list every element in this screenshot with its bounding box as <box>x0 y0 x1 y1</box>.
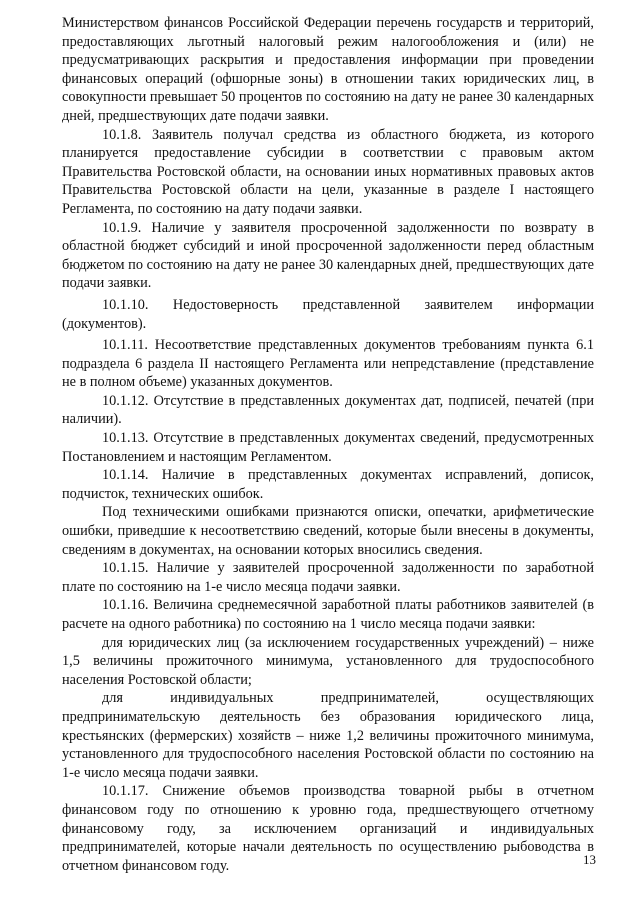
document-body <box>62 14 594 875</box>
paragraph-continuation: Министерством финансов Российской Федерации перечень государств и территорий, предоставляющих льготный налоговый режим налогообложения и (или) не предусматривающих раскрытия и предоставления информации при проведении финансовых операций (офшорные зоны) в отношении таких юридических лиц, в совокупности превышает 50 процентов по состоянию на дату не ранее 30 календарных дней, предшествующих дате подачи заявки. <box>62 15 594 124</box>
paragraph-technical-errors: Под техническими ошибками признаются описки, опечатки, арифметические ошибки, приведшие к несоответствию сведений, которые были внесены в документы, сведениям в документах, на основании которых вносились сведения. <box>62 504 594 558</box>
paragraph-10-1-17: 10.1.17. Снижение объемов производства товарной рыбы в отчетном финансовом году по отношению к уровню года, предшествующего отчетному финансовому году, за исключением организаций и индивидуальных предпринимателей, которые начали деятельность по осуществлению рыбоводства в отчетном финансовом году. <box>62 783 594 874</box>
paragraph-10-1-8: 10.1.8. Заявитель получал средства из областного бюджета, из которого планируется предоставление субсидии в соответствии с правовым актом Правительства Ростовской области, на основании иных нормативных правовых актов Правительства Ростовской области на цели, указанные в разделе I настоящего Регламента, по состоянию на дату подачи заявки. <box>62 126 594 217</box>
paragraph-10-1-15: 10.1.15. Наличие у заявителей просроченной задолженности по заработной плате по состоянию на 1-е число месяца подачи заявки. <box>62 560 594 595</box>
paragraph-10-1-9: 10.1.9. Наличие у заявителя просроченной задолженности по возврату в областной бюджет субсидий и иной просроченной задолженности перед областным бюджетом по состоянию на дату не ранее 30 календарных дней, предшествующих дате подачи заявки. <box>62 219 594 292</box>
paragraph-entrepreneurs: для индивидуальных предпринимателей, осуществляющих предпринимательскую деятельность без образования юридического лица, крестьянских (фермерских) хозяйств – ниже 1,2 величины прожиточного минимума, установленного для трудоспособного населения Ростовской области по состоянию на 1-е число месяца подачи заявки. <box>62 690 594 781</box>
paragraph-10-1-11: 10.1.11. Несоответствие представленных документов требованиям пункта 6.1 подраздела 6 раздела II настоящего Регламента или непредставление (представление не в полном объеме) указанных документов. <box>62 337 594 391</box>
paragraph-10-1-14: 10.1.14. Наличие в представленных документах исправлений, дописок, подчисток, технических ошибок. <box>62 467 594 502</box>
paragraph-10-1-12: 10.1.12. Отсутствие в представленных документах дат, подписей, печатей (при наличии). <box>62 392 594 428</box>
paragraph-legal-entities: для юридических лиц (за исключением государственных учреждений) – ниже 1,5 величины прожиточного минимума, установленного для трудоспособного населения Ростовской области; <box>62 634 594 688</box>
paragraph-10-1-13: 10.1.13. Отсутствие в представленных документах сведений, предусмотренных Постановлением и настоящим Регламентом. <box>62 430 594 465</box>
paragraph-10-1-10: 10.1.10. Недостоверность представленной заявителем информации (документов). <box>62 296 594 332</box>
page-number: 13 <box>583 852 596 867</box>
paragraph-10-1-16: 10.1.16. Величина среднемесячной заработной платы работников заявителей (в расчете на одного работника) по состоянию на 1 число месяца подачи заявки: <box>62 597 594 632</box>
